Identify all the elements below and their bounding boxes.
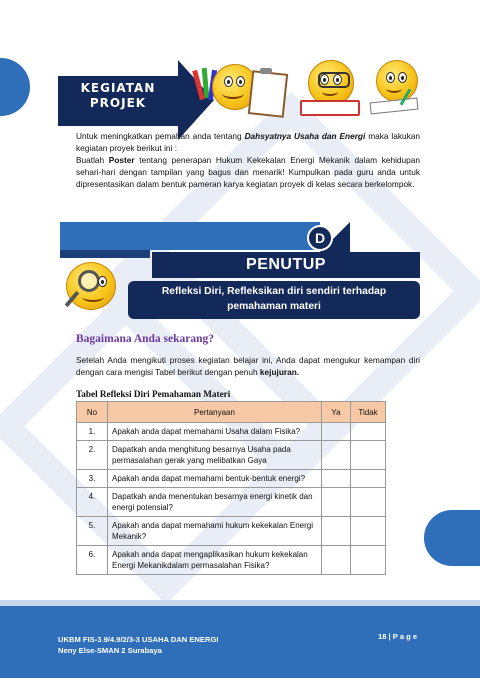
tidak-cell[interactable]	[351, 470, 386, 488]
reflection-table	[76, 401, 386, 575]
header-no: No	[77, 402, 108, 423]
row-number: 5.	[77, 517, 108, 546]
row-number: 3.	[77, 470, 108, 488]
footer-author: Neny Else-SMAN 2 Surabaya	[58, 646, 162, 655]
table-row	[77, 488, 386, 517]
refleksi-line1: Refleksi Diri, Refleksikan diri sendiri terhadap	[161, 286, 387, 297]
penutup-stripe-dark	[60, 250, 150, 258]
table-row	[77, 423, 386, 441]
footer-info	[58, 634, 219, 656]
row-question: Apakah anda dapat memahami hukum kekekalan Energi Mekanik?	[108, 517, 322, 546]
ya-cell[interactable]	[322, 441, 351, 470]
ya-cell[interactable]	[322, 470, 351, 488]
table-title: Tabel Refleksi Diri Pemahaman Materi	[76, 389, 231, 399]
table-row	[77, 470, 386, 488]
task-text-end: tentang penerapan Hukum Kekekalan Energi Mekanik dalam kehidupan sehari-hari dengan tampilan yang bagus dan menarik! Kumpulkan pada guru anda untuk dipresentasikan dalam bentuk pameran karya kegiatan proyek di kelas secara berkelompok.	[76, 155, 420, 190]
section-question-heading: Bagaimana Anda sekarang?	[76, 333, 215, 345]
intro-emphasis: Dahsyatnya Usaha dan Energi	[244, 131, 366, 141]
header-pertanyaan: Pertanyaan	[108, 402, 322, 423]
row-number: 4.	[77, 488, 108, 517]
row-number: 6.	[77, 546, 108, 575]
instruction-emphasis: kejujuran.	[259, 367, 300, 378]
instruction-paragraph	[76, 354, 420, 378]
task-poster: Poster	[108, 155, 135, 165]
ya-cell[interactable]	[322, 423, 351, 441]
footer-module-code: UKBM FIS-3.9/4.9/2/3-3 USAHA DAN ENERGI	[58, 635, 219, 644]
row-number: 1.	[77, 423, 108, 441]
header-tidak: Tidak	[351, 402, 386, 423]
tidak-cell[interactable]	[351, 546, 386, 575]
page-number: 18 | P a g e	[378, 632, 418, 641]
row-question: Dapatkah anda menghitung besarnya Usaha pada permasalahan gerak yang melibatkan Gaya	[108, 441, 322, 470]
row-question: Dapatkah anda menentukan besarnya energi kinetik dan energi potensial?	[108, 488, 322, 517]
intro-paragraph-2	[76, 154, 420, 191]
row-question: Apakah anda dapat memahami Usaha dalam Fisika?	[108, 423, 322, 441]
tidak-cell[interactable]	[351, 423, 386, 441]
header-ya: Ya	[322, 402, 351, 423]
tidak-cell[interactable]	[351, 517, 386, 546]
table-row	[77, 441, 386, 470]
tidak-cell[interactable]	[351, 441, 386, 470]
ya-cell[interactable]	[322, 488, 351, 517]
tidak-cell[interactable]	[351, 488, 386, 517]
refleksi-title	[128, 284, 420, 314]
side-tab-right	[424, 510, 480, 566]
table-row	[77, 546, 386, 575]
kegiatan-title	[62, 81, 174, 111]
row-question: Apakah anda dapat mengaplikasikan hukum kekekalan Energi Mekanikdalam permasalahan Fisika?	[108, 546, 322, 575]
task-text: Buatlah	[76, 155, 109, 165]
intro-paragraph-1	[76, 130, 420, 154]
penutup-title: PENUTUP	[246, 256, 326, 273]
ya-cell[interactable]	[322, 546, 351, 575]
kegiatan-line2: PROJEK	[89, 96, 147, 110]
instruction-text: Setelah Anda mengikuti proses kegiatan belajar ini, Anda dapat mengukur kemampan diri dengan cara mengisi Tabel berikut dengan penuh	[76, 355, 420, 378]
intro-text-end: maka lakukan kegiatan proyek berikut ini :	[76, 131, 420, 154]
refleksi-line2: pemahaman materi	[227, 301, 321, 312]
intro-text: Untuk meningkatkan pemahan anda tentang	[76, 131, 245, 141]
ya-cell[interactable]	[322, 517, 351, 546]
side-tab-left	[0, 58, 30, 116]
table-header-row	[77, 402, 386, 423]
section-letter-badge: D	[307, 225, 333, 251]
table-row	[77, 517, 386, 546]
penutup-stripe	[60, 222, 320, 250]
kegiatan-line1: KEGIATAN	[80, 81, 156, 95]
row-question: Apakah anda dapat memahami bentuk-bentuk energi?	[108, 470, 322, 488]
row-number: 2.	[77, 441, 108, 470]
